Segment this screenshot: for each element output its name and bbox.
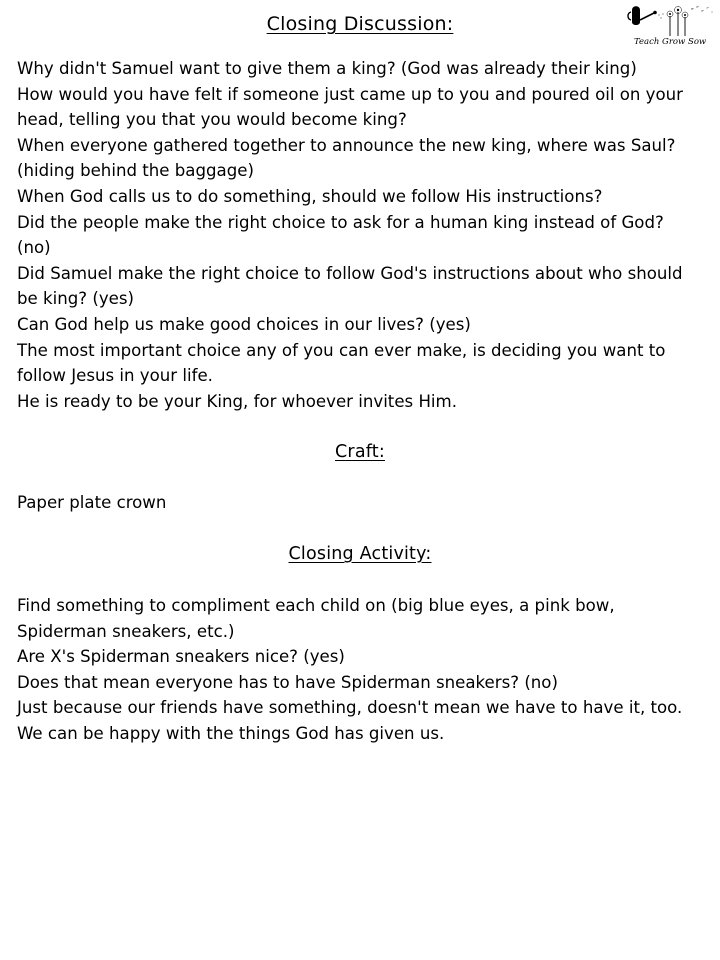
activity-line: We can be happy with the things God has given us.	[17, 723, 445, 743]
activity-line: Does that mean everyone has to have Spiderman sneakers? (no)	[17, 672, 558, 692]
closing-discussion-heading: Closing Discussion:	[266, 13, 454, 35]
logo-text: Teach Grow Sow	[634, 37, 707, 47]
activity-line: Just because our friends have something, doesn't mean we have to have it, too.	[17, 698, 683, 718]
discussion-line: Why didn't Samuel want to give them a king? (God was already their king)	[17, 59, 637, 78]
discussion-line: He is ready to be your King, for whoever invites Him.	[17, 391, 457, 411]
closing-activity-heading: Closing Activity:	[288, 544, 432, 564]
craft-heading: Craft:	[335, 442, 385, 462]
closing-activity-content	[17, 593, 697, 747]
discussion-line: When everyone gathered together to announce the new king, where was Saul? (hiding behind the baggage)	[17, 135, 676, 181]
discussion-line: How would you have felt if someone just came up to you and poured oil on your head, telling you that you would become king?	[17, 84, 683, 130]
craft-line: Paper plate crown	[17, 493, 167, 512]
discussion-line: Can God help us make good choices in our lives? (yes)	[17, 314, 471, 334]
discussion-line: Did Samuel make the right choice to follow God's instructions about who should be king? (yes)	[17, 263, 683, 309]
discussion-line: When God calls us to do something, should we follow His instructions?	[17, 186, 603, 206]
craft-content	[17, 490, 697, 516]
activity-line: Are X's Spiderman sneakers nice? (yes)	[17, 647, 345, 667]
discussion-line: The most important choice any of you can ever make, is deciding you want to follow Jesus in your life.	[17, 340, 666, 386]
discussion-line: Did the people make the right choice to ask for a human king instead of God? (no)	[17, 212, 664, 258]
closing-discussion-questions	[17, 56, 697, 414]
activity-line: Find something to compliment each child on (big blue eyes, a pink bow, Spiderman sneakers, etc.)	[17, 596, 615, 641]
